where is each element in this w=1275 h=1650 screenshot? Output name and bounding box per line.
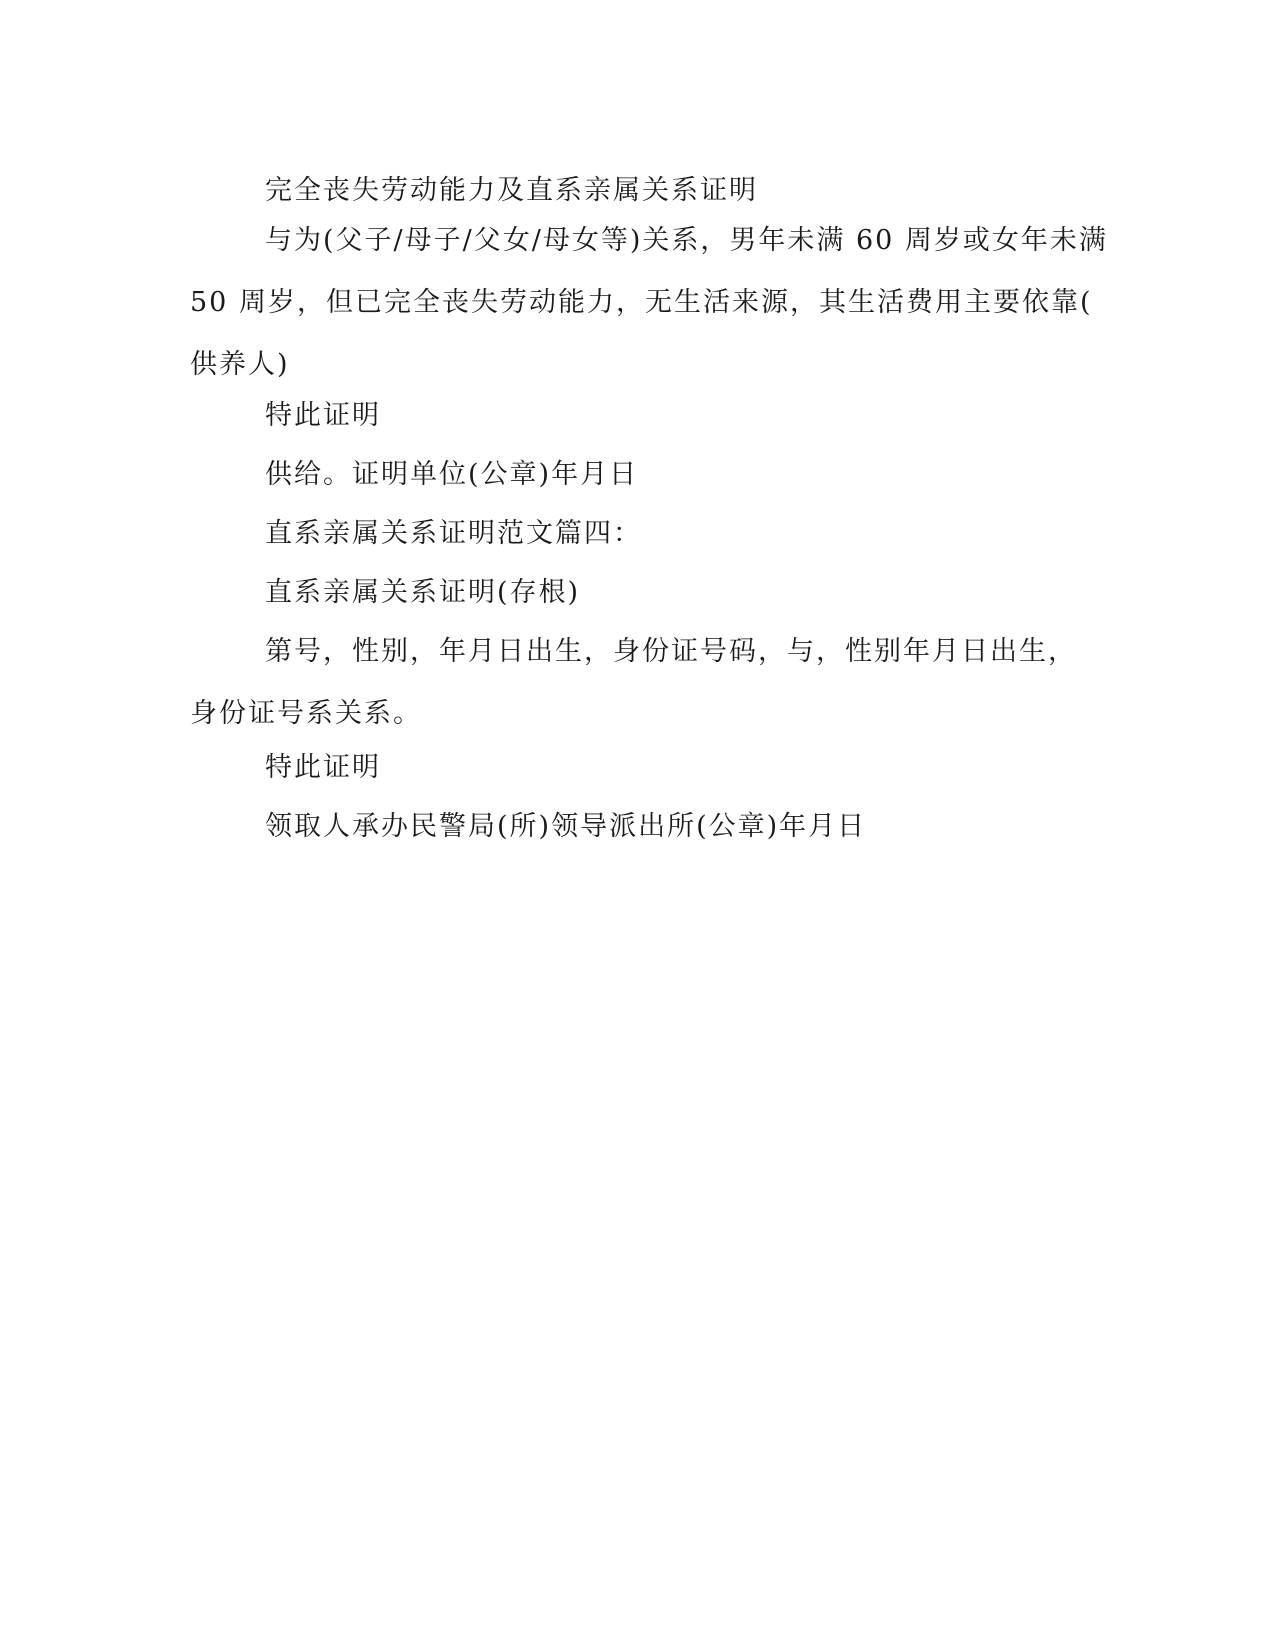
paragraph-stub-body: [190, 621, 1080, 745]
paragraph-certify-2: 特此证明: [265, 752, 381, 783]
document-title: 完全丧失劳动能力及直系亲属关系证明: [265, 175, 758, 206]
paragraph-line: 50 周岁，但已完全丧失劳动能力，无生活来源，其生活费用主要依靠(: [190, 287, 1093, 318]
paragraph-certify: 特此证明: [265, 400, 381, 431]
paragraph-supply-seal: 供给。证明单位(公章)年月日: [265, 459, 639, 490]
paragraph-signature-line: 领取人承办民警局(所)领导派出所(公章)年月日: [265, 811, 867, 842]
paragraph-line: 与为(父子/母子/父女/母女等)关系，男年未满 60 周岁或女年未满: [265, 225, 1108, 256]
paragraph-line: 身份证号系关系。: [190, 698, 422, 729]
paragraph-line: 供养人): [190, 349, 290, 380]
paragraph-relationship: [190, 210, 1108, 396]
section-heading: 直系亲属关系证明范文篇四：: [265, 518, 642, 549]
paragraph-line: 第号，性别，年月日出生，身份证号码，与，性别年月日出生，: [265, 636, 1077, 667]
paragraph-stub-title: 直系亲属关系证明(存根): [265, 577, 581, 608]
